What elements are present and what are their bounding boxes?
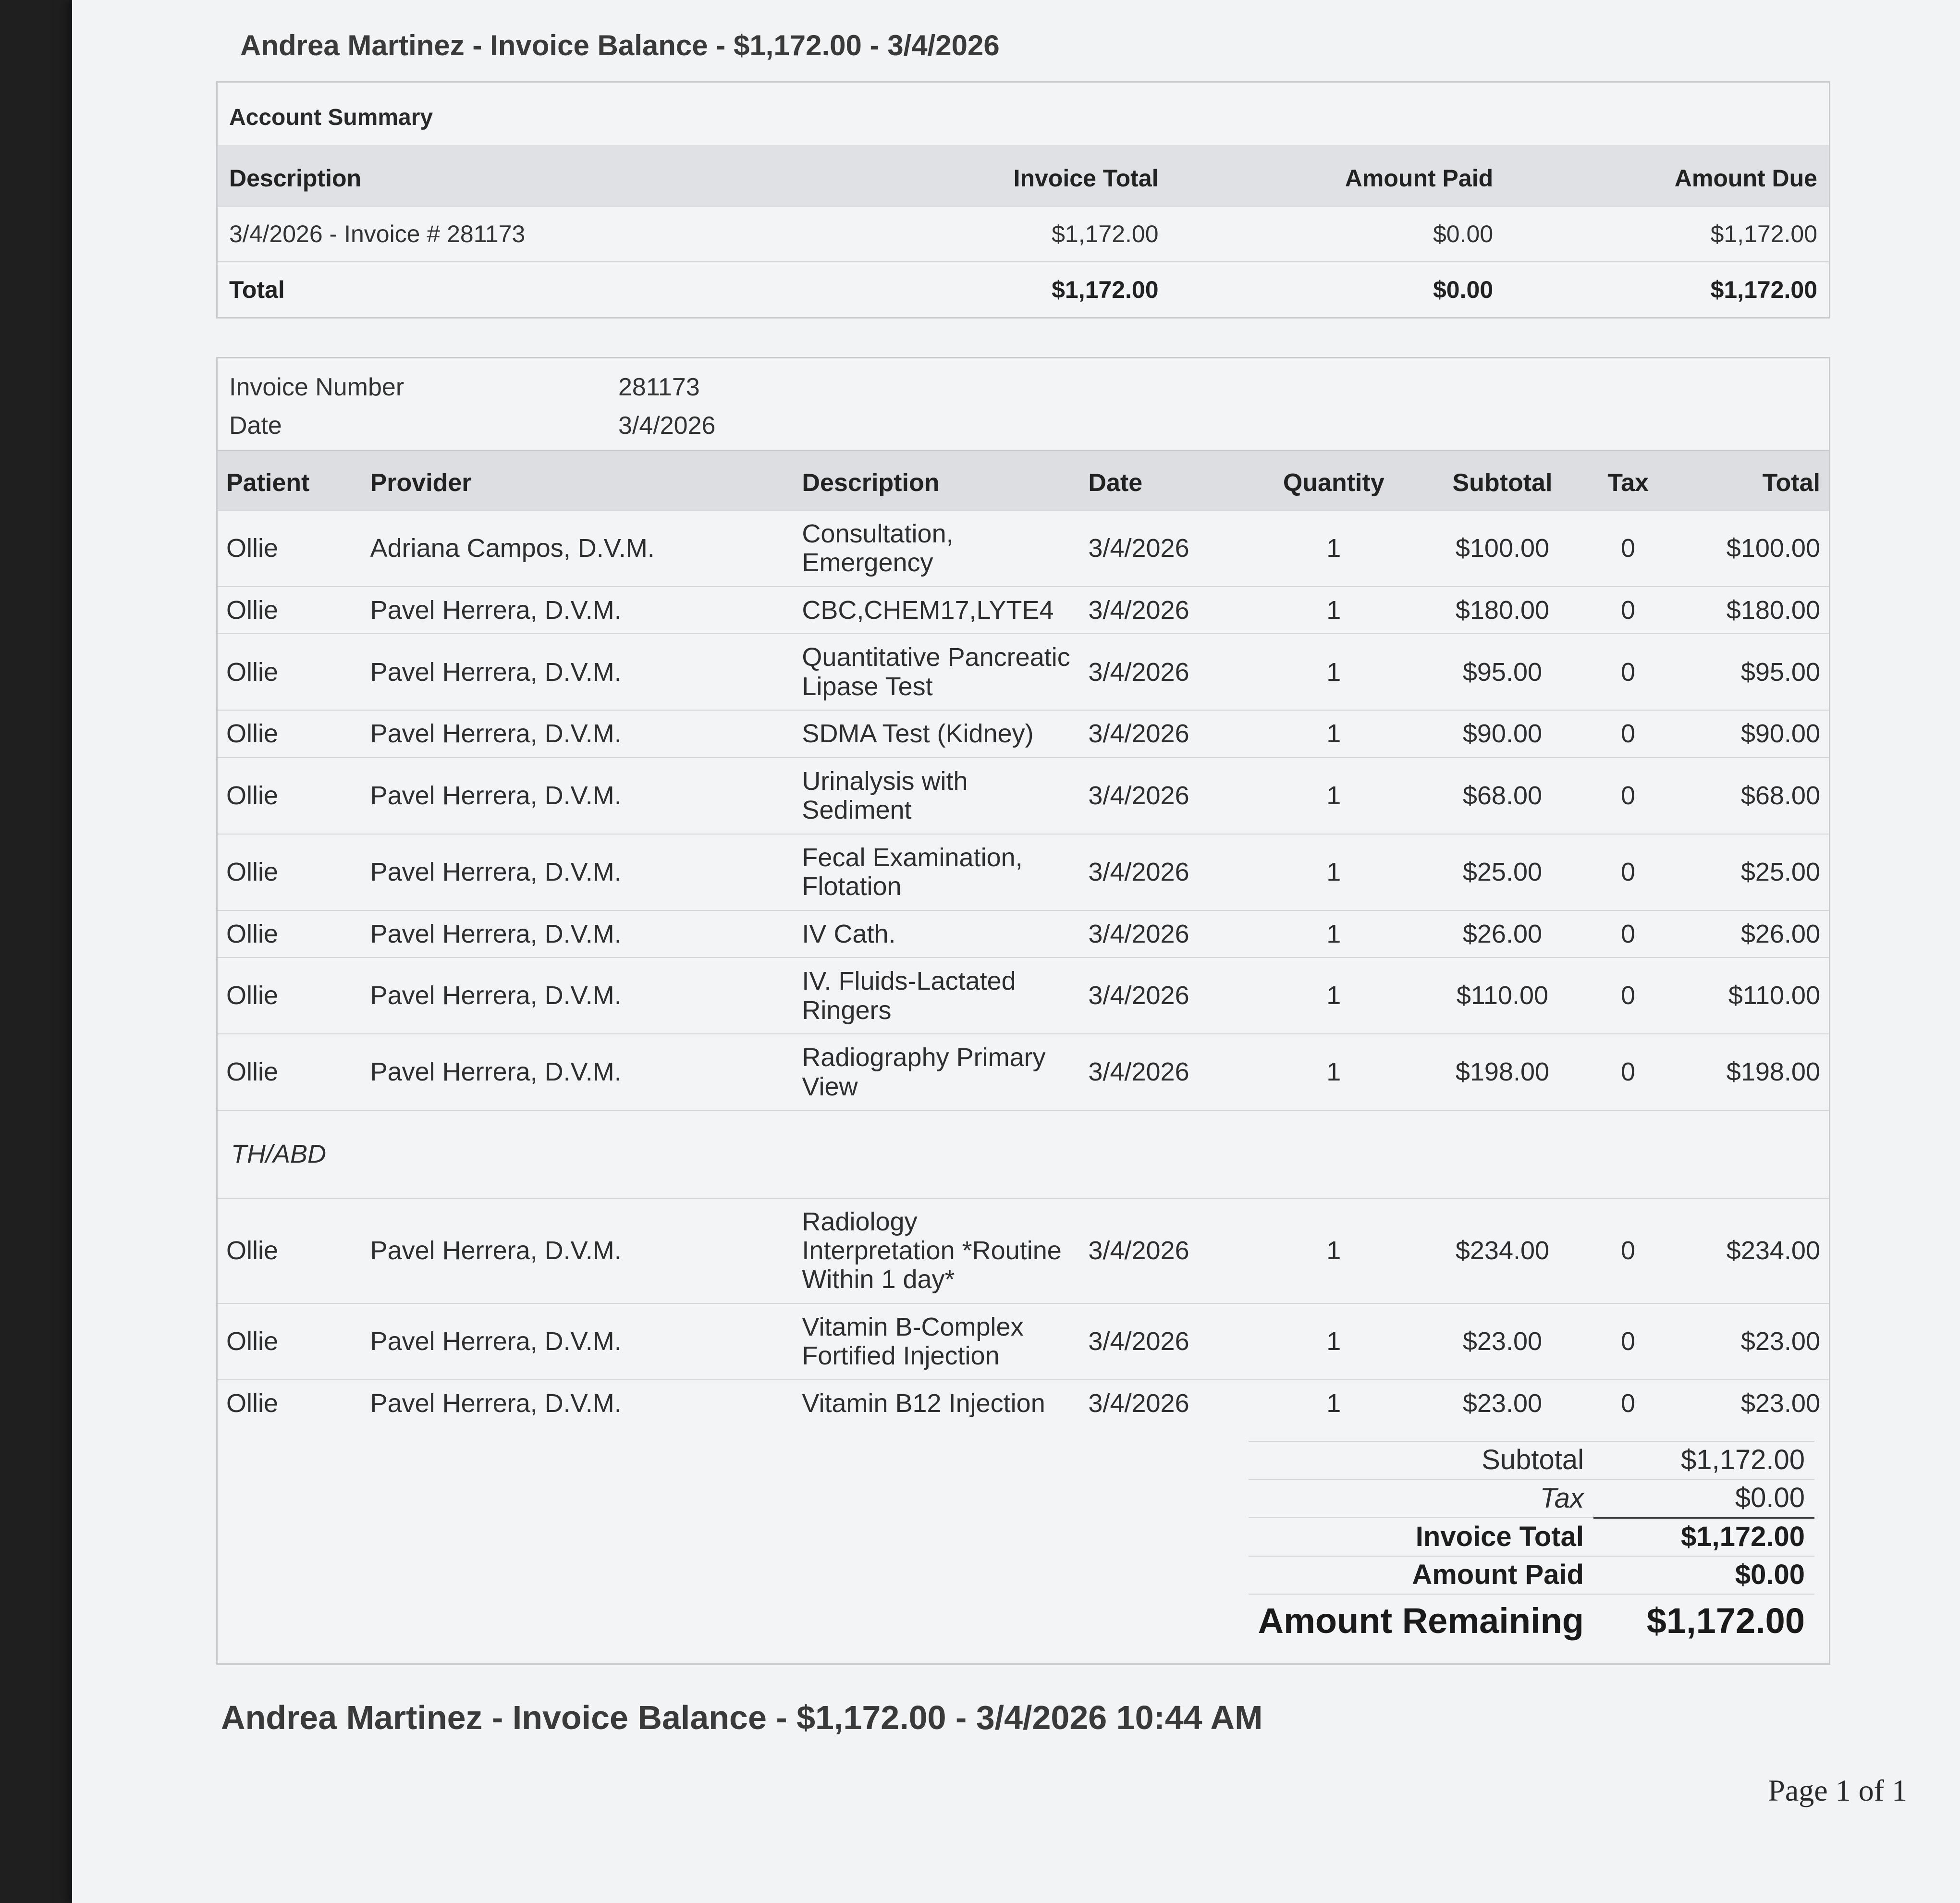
item-date: 3/4/2026 [1079, 1034, 1249, 1110]
item-date: 3/4/2026 [1079, 834, 1249, 910]
amount-paid-label: Amount Paid [1249, 1556, 1593, 1594]
tax-value: $0.00 [1593, 1479, 1814, 1518]
item-total: $234.00 [1670, 1198, 1829, 1303]
item-subtotal: $234.00 [1419, 1198, 1586, 1303]
line-items-header-row [218, 451, 1829, 510]
item-description: Urinalysis with Sediment [793, 758, 1079, 834]
item-description: IV. Fluids-Lactated Ringers [793, 958, 1079, 1034]
item-quantity: 1 [1249, 710, 1419, 757]
item-date: 3/4/2026 [1079, 587, 1249, 634]
item-description: Vitamin B12 Injection [793, 1380, 1079, 1426]
summary-total-paid: $0.00 [1170, 262, 1505, 317]
item-tax: 0 [1586, 834, 1670, 910]
tax-label: Tax [1249, 1479, 1593, 1518]
table-row [218, 1198, 1829, 1303]
summary-amount-due: $1,172.00 [1505, 206, 1829, 262]
account-summary-panel [216, 81, 1830, 319]
item-provider: Pavel Herrera, D.V.M. [362, 758, 794, 834]
item-provider: Adriana Campos, D.V.M. [362, 510, 794, 587]
item-date: 3/4/2026 [1079, 910, 1249, 958]
item-date: 3/4/2026 [1079, 1198, 1249, 1303]
account-summary-total-row [218, 262, 1829, 317]
item-date: 3/4/2026 [1079, 1380, 1249, 1426]
col-total: Total [1670, 451, 1829, 510]
account-summary-header-row [218, 145, 1829, 206]
item-total: $26.00 [1670, 910, 1829, 958]
item-quantity: 1 [1249, 758, 1419, 834]
item-description: Radiology Interpretation *Routine Within 1 day* [793, 1198, 1079, 1303]
invoice-number-value: 281173 [618, 373, 700, 401]
item-total: $95.00 [1670, 634, 1829, 710]
col-amount-due: Amount Due [1505, 145, 1829, 206]
col-item-description: Description [793, 451, 1079, 510]
item-tax: 0 [1586, 758, 1670, 834]
invoice-info [216, 357, 1830, 450]
item-description: CBC,CHEM17,LYTE4 [793, 587, 1079, 634]
item-description: IV Cath. [793, 910, 1079, 958]
item-patient: Ollie [218, 910, 362, 958]
item-patient: Ollie [218, 834, 362, 910]
table-row [218, 510, 1829, 587]
item-provider: Pavel Herrera, D.V.M. [362, 587, 794, 634]
item-patient: Ollie [218, 587, 362, 634]
item-subtotal: $23.00 [1419, 1380, 1586, 1426]
item-patient: Ollie [218, 758, 362, 834]
line-items-table [218, 451, 1829, 1426]
subtotal-label: Subtotal [1249, 1441, 1593, 1479]
item-total: $180.00 [1670, 587, 1829, 634]
item-total: $90.00 [1670, 710, 1829, 757]
item-patient: Ollie [218, 1303, 362, 1380]
item-quantity: 1 [1249, 1034, 1419, 1110]
item-date: 3/4/2026 [1079, 634, 1249, 710]
col-amount-paid: Amount Paid [1170, 145, 1505, 206]
item-patient: Ollie [218, 1380, 362, 1426]
amount-remaining-label: Amount Remaining [1249, 1594, 1593, 1644]
amount-remaining-row [1249, 1594, 1814, 1644]
item-provider: Pavel Herrera, D.V.M. [362, 710, 794, 757]
item-description: Vitamin B-Complex Fortified Injection [793, 1303, 1079, 1380]
item-patient: Ollie [218, 510, 362, 587]
invoice-total-label: Invoice Total [1249, 1518, 1593, 1556]
table-row [218, 587, 1829, 634]
item-subtotal: $90.00 [1419, 710, 1586, 757]
item-provider: Pavel Herrera, D.V.M. [362, 1198, 794, 1303]
table-row [218, 1303, 1829, 1380]
item-patient: Ollie [218, 1034, 362, 1110]
tax-row [1249, 1479, 1814, 1518]
paper-document [72, 0, 1960, 1903]
invoice-date-row [218, 406, 1829, 445]
summary-total-invoice: $1,172.00 [842, 262, 1170, 317]
item-tax: 0 [1586, 1034, 1670, 1110]
table-row [218, 1380, 1829, 1426]
item-description: Quantitative Pancreatic Lipase Test [793, 634, 1079, 710]
item-quantity: 1 [1249, 910, 1419, 958]
col-description: Description [218, 145, 842, 206]
col-date: Date [1079, 451, 1249, 510]
item-subtotal: $68.00 [1419, 758, 1586, 834]
item-provider: Pavel Herrera, D.V.M. [362, 910, 794, 958]
item-provider: Pavel Herrera, D.V.M. [362, 958, 794, 1034]
item-patient: Ollie [218, 634, 362, 710]
item-description: Radiography Primary View [793, 1034, 1079, 1110]
item-subtotal: $25.00 [1419, 834, 1586, 910]
document-title: Andrea Martinez - Invoice Balance - $1,172.00 - 3/4/2026 [240, 29, 1000, 61]
item-quantity: 1 [1249, 834, 1419, 910]
item-total: $100.00 [1670, 510, 1829, 587]
item-quantity: 1 [1249, 1380, 1419, 1426]
item-tax: 0 [1586, 1380, 1670, 1426]
item-quantity: 1 [1249, 1303, 1419, 1380]
item-quantity: 1 [1249, 1198, 1419, 1303]
account-summary-row [218, 206, 1829, 262]
summary-total-due: $1,172.00 [1505, 262, 1829, 317]
account-summary-table [218, 145, 1829, 317]
col-quantity: Quantity [1249, 451, 1419, 510]
table-row [218, 958, 1829, 1034]
invoice-number-label: Invoice Number [229, 373, 404, 401]
col-invoice-total: Invoice Total [842, 145, 1170, 206]
col-tax: Tax [1586, 451, 1670, 510]
table-row [218, 758, 1829, 834]
invoice-date-value: 3/4/2026 [618, 412, 716, 440]
item-subtotal: $95.00 [1419, 634, 1586, 710]
item-total: $198.00 [1670, 1034, 1829, 1110]
summary-description: 3/4/2026 - Invoice # 281173 [218, 206, 842, 262]
item-date: 3/4/2026 [1079, 1303, 1249, 1380]
item-date: 3/4/2026 [1079, 958, 1249, 1034]
item-description: Consultation, Emergency [793, 510, 1079, 587]
document-body [216, 19, 1830, 1737]
item-tax: 0 [1586, 910, 1670, 958]
item-provider: Pavel Herrera, D.V.M. [362, 834, 794, 910]
item-provider: Pavel Herrera, D.V.M. [362, 1303, 794, 1380]
invoice-totals-table [1249, 1441, 1814, 1644]
col-provider: Provider [362, 451, 794, 510]
line-items-body [218, 510, 1829, 1426]
subtotal-row [1249, 1441, 1814, 1479]
item-subtotal: $26.00 [1419, 910, 1586, 958]
item-patient: Ollie [218, 958, 362, 1034]
item-provider: Pavel Herrera, D.V.M. [362, 1380, 794, 1426]
invoice-number-row [218, 368, 1829, 406]
col-subtotal: Subtotal [1419, 451, 1586, 510]
item-total: $23.00 [1670, 1380, 1829, 1426]
item-subtotal: $198.00 [1419, 1034, 1586, 1110]
table-row [218, 1034, 1829, 1110]
item-tax: 0 [1586, 587, 1670, 634]
amount-paid-row [1249, 1556, 1814, 1594]
item-quantity: 1 [1249, 958, 1419, 1034]
item-total: $68.00 [1670, 758, 1829, 834]
amount-paid-value: $0.00 [1593, 1556, 1814, 1594]
item-description: Fecal Examination, Flotation [793, 834, 1079, 910]
invoice-total-value: $1,172.00 [1593, 1518, 1814, 1556]
item-tax: 0 [1586, 958, 1670, 1034]
footer-title: Andrea Martinez - Invoice Balance - $1,172.00 - 3/4/2026 10:44 AM [221, 1699, 1263, 1736]
item-subtotal: $23.00 [1419, 1303, 1586, 1380]
item-quantity: 1 [1249, 510, 1419, 587]
invoice-total-row [1249, 1518, 1814, 1556]
amount-remaining-value: $1,172.00 [1593, 1594, 1814, 1644]
item-quantity: 1 [1249, 587, 1419, 634]
item-subtotal: $110.00 [1419, 958, 1586, 1034]
item-quantity: 1 [1249, 634, 1419, 710]
line-items-panel [216, 450, 1830, 1665]
item-description: SDMA Test (Kidney) [793, 710, 1079, 757]
item-note-row [218, 1110, 1829, 1198]
item-date: 3/4/2026 [1079, 710, 1249, 757]
item-note: TH/ABD [218, 1110, 1829, 1198]
item-total: $23.00 [1670, 1303, 1829, 1380]
table-row [218, 834, 1829, 910]
item-date: 3/4/2026 [1079, 758, 1249, 834]
item-provider: Pavel Herrera, D.V.M. [362, 1034, 794, 1110]
col-patient: Patient [218, 451, 362, 510]
item-total: $110.00 [1670, 958, 1829, 1034]
item-patient: Ollie [218, 1198, 362, 1303]
table-row [218, 710, 1829, 757]
page-number: Page 1 of 1 [1768, 1773, 1907, 1807]
item-date: 3/4/2026 [1079, 510, 1249, 587]
item-subtotal: $180.00 [1419, 587, 1586, 634]
item-total: $25.00 [1670, 834, 1829, 910]
account-summary-title: Account Summary [229, 105, 433, 130]
item-subtotal: $100.00 [1419, 510, 1586, 587]
item-tax: 0 [1586, 1198, 1670, 1303]
item-tax: 0 [1586, 510, 1670, 587]
item-provider: Pavel Herrera, D.V.M. [362, 634, 794, 710]
table-row [218, 634, 1829, 710]
table-row [218, 910, 1829, 958]
summary-total-label: Total [218, 262, 842, 317]
item-tax: 0 [1586, 1303, 1670, 1380]
item-tax: 0 [1586, 710, 1670, 757]
item-patient: Ollie [218, 710, 362, 757]
subtotal-value: $1,172.00 [1593, 1441, 1814, 1479]
invoice-totals [218, 1426, 1829, 1663]
item-tax: 0 [1586, 634, 1670, 710]
invoice-date-label: Date [229, 412, 282, 440]
summary-amount-paid: $0.00 [1170, 206, 1505, 262]
summary-invoice-total: $1,172.00 [842, 206, 1170, 262]
